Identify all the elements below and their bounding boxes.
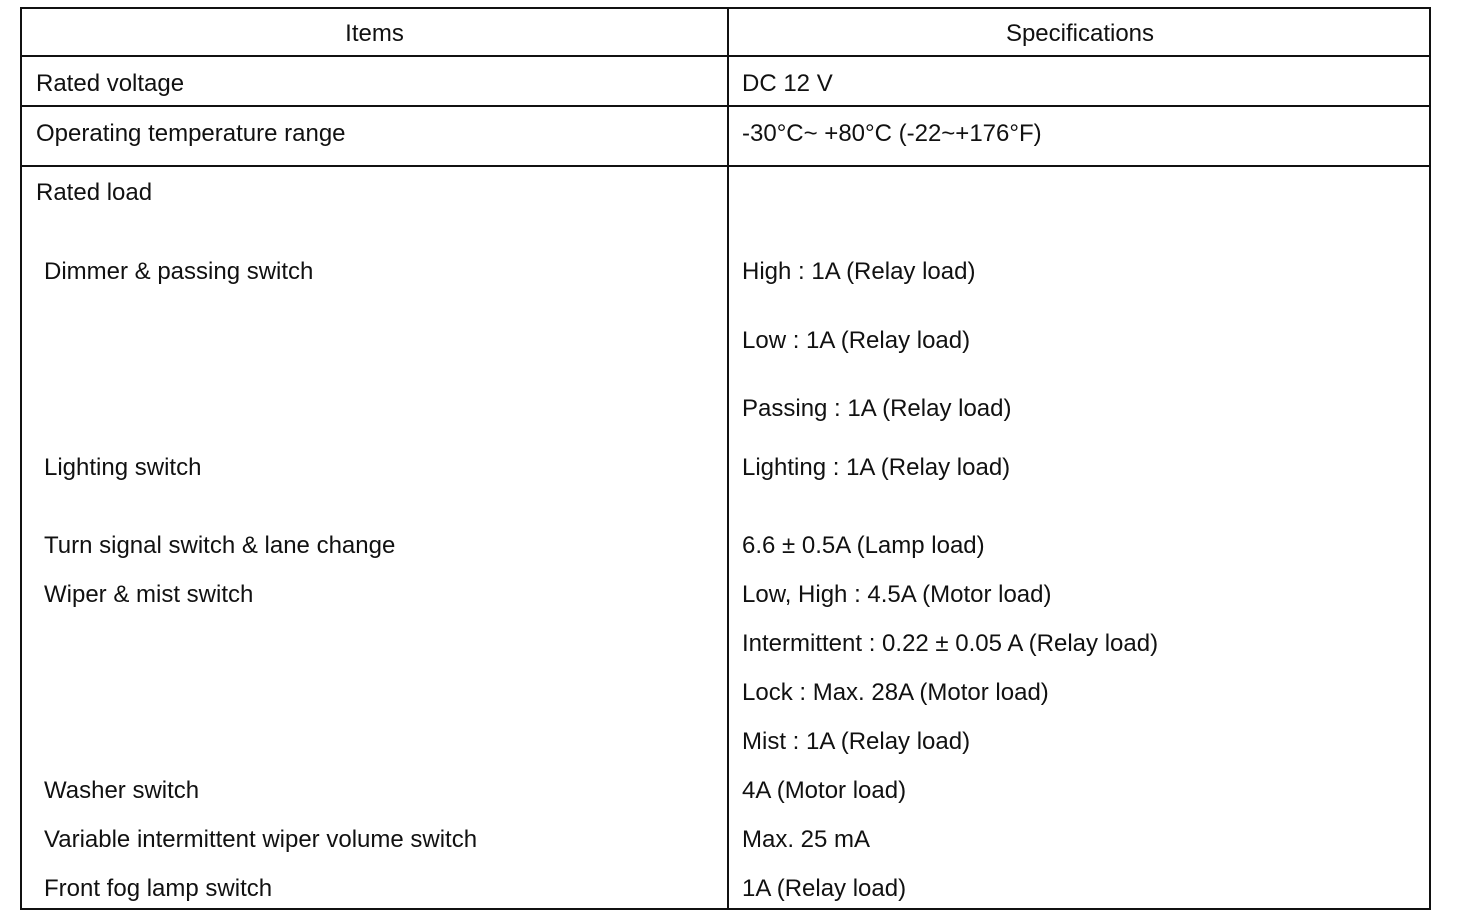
item-cell: Lighting switch (44, 454, 202, 481)
spec-cell: -30°C~ +80°C (-22~+176°F) (742, 120, 1042, 147)
item-cell: Washer switch (44, 777, 200, 804)
spec-cell: DC 12 V (742, 70, 833, 97)
item-cell: Front fog lamp switch (44, 875, 273, 902)
header-specifications: Specifications (1005, 20, 1155, 47)
row-divider (22, 105, 1429, 107)
column-divider (727, 9, 729, 908)
item-cell: Wiper & mist switch (44, 581, 254, 608)
row-divider (22, 165, 1429, 167)
spec-cell: Low : 1A (Relay load) (742, 327, 971, 354)
spec-cell: 6.6 ± 0.5A (Lamp load) (742, 532, 985, 559)
item-cell: Rated voltage (36, 70, 185, 97)
item-cell: Rated load (36, 179, 153, 206)
item-cell: Dimmer & passing switch (44, 258, 314, 285)
spec-cell: Max. 25 mA (742, 826, 871, 853)
spec-cell: 1A (Relay load) (742, 875, 907, 902)
spec-cell: Passing : 1A (Relay load) (742, 395, 1012, 422)
spec-cell: High : 1A (Relay load) (742, 258, 976, 285)
spec-cell: Lock : Max. 28A (Motor load) (742, 679, 1049, 706)
spec-table (20, 7, 1431, 910)
header-items: Items (345, 20, 404, 47)
spec-cell: Lighting : 1A (Relay load) (742, 454, 1011, 481)
spec-cell: Intermittent : 0.22 ± 0.05 A (Relay load) (742, 630, 1159, 657)
item-cell: Operating temperature range (36, 120, 346, 147)
spec-cell: 4A (Motor load) (742, 777, 907, 804)
spec-cell: Low, High : 4.5A (Motor load) (742, 581, 1052, 608)
row-divider (22, 55, 1429, 57)
item-cell: Variable intermittent wiper volume switch (44, 826, 478, 853)
spec-cell: Mist : 1A (Relay load) (742, 728, 971, 755)
item-cell: Turn signal switch & lane change (44, 532, 396, 559)
